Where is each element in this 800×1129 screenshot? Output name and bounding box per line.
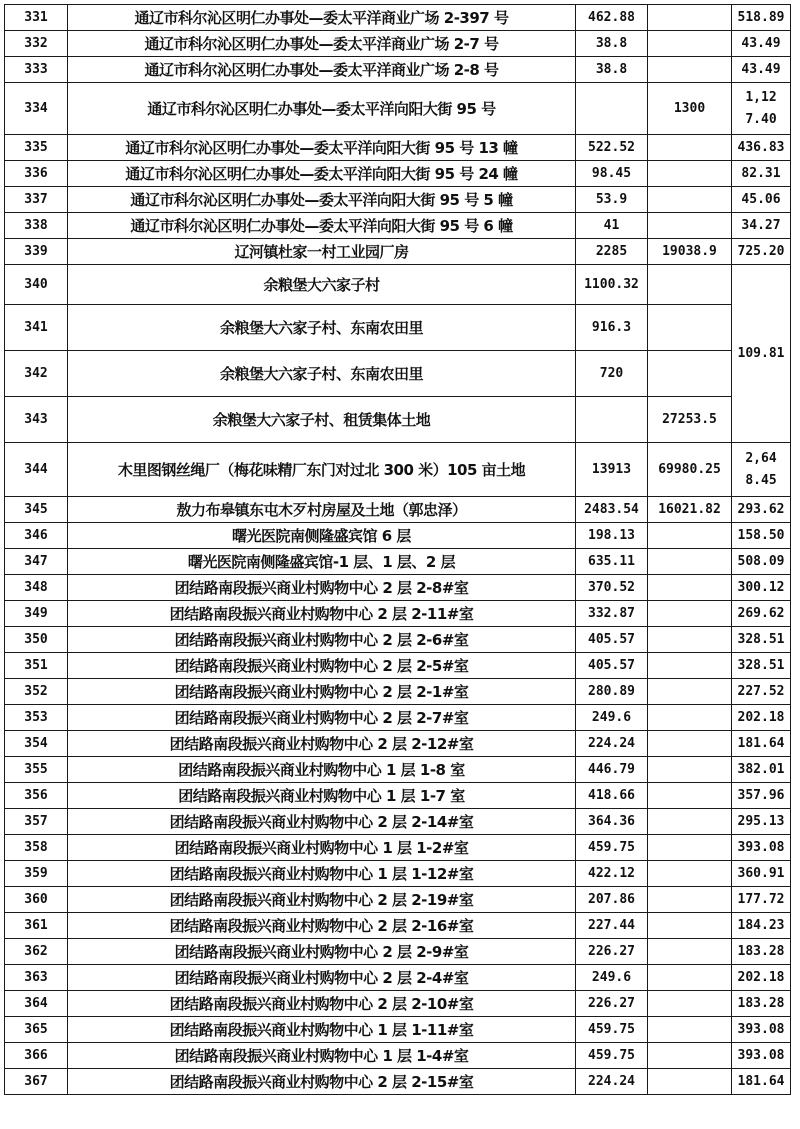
value-cell: 360.91 [732,861,791,887]
land-area-cell [648,913,732,939]
area-value-cell: 2483.54 [576,497,648,523]
table-row [5,731,791,757]
row-number-cell: 335 [5,135,68,161]
row-number-cell: 349 [5,601,68,627]
row-number-cell: 354 [5,731,68,757]
property-table-body [5,5,791,1095]
value-cell: 34.27 [732,213,791,239]
land-area-cell [648,731,732,757]
address-cell: 余粮堡大六家子村 [68,265,576,305]
value-cell: 328.51 [732,653,791,679]
area-value-cell: 405.57 [576,653,648,679]
row-number-cell: 332 [5,31,68,57]
table-row [5,887,791,913]
row-number-cell: 339 [5,239,68,265]
area-value-cell: 635.11 [576,549,648,575]
land-area-cell [648,31,732,57]
area-value-cell: 405.57 [576,627,648,653]
value-cell: 183.28 [732,991,791,1017]
table-row [5,5,791,31]
table-row [5,1069,791,1095]
table-row [5,305,791,351]
address-cell: 团结路南段振兴商业村购物中心 2 层 2-9#室 [68,939,576,965]
value-cell: 518.89 [732,5,791,31]
value-cell: 227.52 [732,679,791,705]
table-row [5,523,791,549]
value-cell: 436.83 [732,135,791,161]
table-row [5,31,791,57]
row-number-cell: 351 [5,653,68,679]
row-number-cell: 365 [5,1017,68,1043]
row-number-cell: 355 [5,757,68,783]
area-value-cell: 38.8 [576,57,648,83]
land-area-cell [648,991,732,1017]
table-row [5,443,791,497]
table-row [5,135,791,161]
area-value-cell: 2285 [576,239,648,265]
address-cell: 团结路南段振兴商业村购物中心 2 层 2-10#室 [68,991,576,1017]
address-cell: 通辽市科尔沁区明仁办事处—委太平洋商业广场 2-7 号 [68,31,576,57]
table-row [5,783,791,809]
area-value-cell: 280.89 [576,679,648,705]
address-cell: 团结路南段振兴商业村购物中心 2 层 2-11#室 [68,601,576,627]
table-row [5,991,791,1017]
value-cell: 293.62 [732,497,791,523]
row-number-cell: 331 [5,5,68,31]
area-value-cell: 249.6 [576,965,648,991]
address-cell: 辽河镇杜家一村工业园厂房 [68,239,576,265]
row-number-cell: 343 [5,397,68,443]
table-row [5,757,791,783]
land-area-cell [648,523,732,549]
row-number-cell: 363 [5,965,68,991]
land-area-cell: 27253.5 [648,397,732,443]
land-area-cell [648,135,732,161]
address-cell: 团结路南段振兴商业村购物中心 2 层 2-8#室 [68,575,576,601]
land-area-cell [648,187,732,213]
land-area-cell [648,1043,732,1069]
row-number-cell: 360 [5,887,68,913]
address-cell: 余粮堡大六家子村、东南农田里 [68,305,576,351]
address-cell: 团结路南段振兴商业村购物中心 2 层 2-19#室 [68,887,576,913]
area-value-cell: 720 [576,351,648,397]
address-cell: 团结路南段振兴商业村购物中心 1 层 1-11#室 [68,1017,576,1043]
row-number-cell: 334 [5,83,68,135]
land-area-cell [648,835,732,861]
land-area-cell [648,549,732,575]
land-area-cell [648,57,732,83]
table-row [5,161,791,187]
table-row [5,965,791,991]
address-cell: 余粮堡大六家子村、租赁集体土地 [68,397,576,443]
area-value-cell: 370.52 [576,575,648,601]
table-row [5,601,791,627]
value-cell-merged: 109.81 [732,265,791,443]
address-cell: 木里图钢丝绳厂（梅花味精厂东门对过北 300 米）105 亩土地 [68,443,576,497]
land-area-cell [648,305,732,351]
row-number-cell: 362 [5,939,68,965]
row-number-cell: 366 [5,1043,68,1069]
row-number-cell: 341 [5,305,68,351]
area-value-cell: 1100.32 [576,265,648,305]
address-cell: 团结路南段振兴商业村购物中心 2 层 2-16#室 [68,913,576,939]
row-number-cell: 338 [5,213,68,239]
area-value-cell: 422.12 [576,861,648,887]
address-cell: 团结路南段振兴商业村购物中心 2 层 2-15#室 [68,1069,576,1095]
area-value-cell: 198.13 [576,523,648,549]
table-row [5,1043,791,1069]
land-area-cell [648,5,732,31]
address-cell: 曙光医院南侧隆盛宾馆 6 层 [68,523,576,549]
value-cell: 43.49 [732,57,791,83]
row-number-cell: 364 [5,991,68,1017]
row-number-cell: 336 [5,161,68,187]
address-cell: 曙光医院南侧隆盛宾馆-1 层、1 层、2 层 [68,549,576,575]
row-number-cell: 357 [5,809,68,835]
address-cell: 团结路南段振兴商业村购物中心 2 层 2-1#室 [68,679,576,705]
land-area-cell [648,757,732,783]
property-table [4,4,791,1095]
row-number-cell: 337 [5,187,68,213]
value-cell: 184.23 [732,913,791,939]
table-row [5,809,791,835]
row-number-cell: 346 [5,523,68,549]
value-cell: 2,648.45 [732,443,791,497]
area-value-cell: 916.3 [576,305,648,351]
table-row [5,1017,791,1043]
land-area-cell [648,705,732,731]
value-cell: 1,127.40 [732,83,791,135]
area-value-cell: 53.9 [576,187,648,213]
land-area-cell [648,1069,732,1095]
table-row [5,397,791,443]
land-area-cell: 19038.9 [648,239,732,265]
address-cell: 团结路南段振兴商业村购物中心 1 层 1-7 室 [68,783,576,809]
land-area-cell [648,265,732,305]
table-row [5,679,791,705]
value-cell: 328.51 [732,627,791,653]
area-value-cell: 224.24 [576,1069,648,1095]
value-cell: 393.08 [732,1043,791,1069]
land-area-cell [648,861,732,887]
value-cell: 295.13 [732,809,791,835]
land-area-cell [648,351,732,397]
row-number-cell: 352 [5,679,68,705]
address-cell: 通辽市科尔沁区明仁办事处—委太平洋向阳大街 95 号 6 幢 [68,213,576,239]
row-number-cell: 361 [5,913,68,939]
land-area-cell [648,965,732,991]
land-area-cell [648,939,732,965]
area-value-cell: 332.87 [576,601,648,627]
address-cell: 通辽市科尔沁区明仁办事处—委太平洋向阳大街 95 号 5 幢 [68,187,576,213]
land-area-cell [648,809,732,835]
address-cell: 团结路南段振兴商业村购物中心 2 层 2-12#室 [68,731,576,757]
row-number-cell: 344 [5,443,68,497]
value-cell: 177.72 [732,887,791,913]
row-number-cell: 345 [5,497,68,523]
table-row [5,861,791,887]
address-cell: 敖力布皋镇东屯木歹村房屋及土地（郭忠泽） [68,497,576,523]
area-value-cell: 41 [576,213,648,239]
value-cell: 393.08 [732,1017,791,1043]
land-area-cell [648,601,732,627]
land-area-cell [648,161,732,187]
value-cell: 357.96 [732,783,791,809]
address-cell: 团结路南段振兴商业村购物中心 1 层 1-4#室 [68,1043,576,1069]
area-value-cell: 459.75 [576,835,648,861]
land-area-cell [648,783,732,809]
value-cell: 202.18 [732,705,791,731]
address-cell: 团结路南段振兴商业村购物中心 1 层 1-2#室 [68,835,576,861]
table-row [5,913,791,939]
table-row [5,835,791,861]
value-cell: 181.64 [732,731,791,757]
address-cell: 团结路南段振兴商业村购物中心 2 层 2-14#室 [68,809,576,835]
area-value-cell: 98.45 [576,161,648,187]
row-number-cell: 348 [5,575,68,601]
area-value-cell: 364.36 [576,809,648,835]
area-value-cell: 227.44 [576,913,648,939]
value-cell: 300.12 [732,575,791,601]
area-value-cell: 207.86 [576,887,648,913]
table-row [5,705,791,731]
area-value-cell: 459.75 [576,1017,648,1043]
table-row [5,57,791,83]
area-value-cell: 459.75 [576,1043,648,1069]
land-area-cell [648,679,732,705]
area-value-cell: 462.88 [576,5,648,31]
row-number-cell: 353 [5,705,68,731]
table-row [5,351,791,397]
value-cell: 269.62 [732,601,791,627]
value-cell: 82.31 [732,161,791,187]
value-cell: 393.08 [732,835,791,861]
land-area-cell [648,627,732,653]
address-cell: 团结路南段振兴商业村购物中心 1 层 1-12#室 [68,861,576,887]
row-number-cell: 347 [5,549,68,575]
value-cell: 183.28 [732,939,791,965]
row-number-cell: 359 [5,861,68,887]
address-cell: 通辽市科尔沁区明仁办事处—委太平洋向阳大街 95 号 24 幢 [68,161,576,187]
area-value-cell: 249.6 [576,705,648,731]
area-value-cell: 226.27 [576,939,648,965]
table-row [5,575,791,601]
value-cell: 725.20 [732,239,791,265]
area-value-cell: 522.52 [576,135,648,161]
address-cell: 团结路南段振兴商业村购物中心 2 层 2-7#室 [68,705,576,731]
table-row [5,549,791,575]
table-row [5,939,791,965]
value-cell: 202.18 [732,965,791,991]
area-value-cell: 226.27 [576,991,648,1017]
land-area-cell: 69980.25 [648,443,732,497]
address-cell: 余粮堡大六家子村、东南农田里 [68,351,576,397]
address-cell: 团结路南段振兴商业村购物中心 2 层 2-5#室 [68,653,576,679]
land-area-cell: 16021.82 [648,497,732,523]
value-cell: 508.09 [732,549,791,575]
area-value-cell: 13913 [576,443,648,497]
address-cell: 通辽市科尔沁区明仁办事处—委太平洋商业广场 2-8 号 [68,57,576,83]
row-number-cell: 356 [5,783,68,809]
row-number-cell: 358 [5,835,68,861]
row-number-cell: 350 [5,627,68,653]
address-cell: 通辽市科尔沁区明仁办事处—委太平洋商业广场 2-397 号 [68,5,576,31]
land-area-cell [648,653,732,679]
row-number-cell: 340 [5,265,68,305]
address-cell: 团结路南段振兴商业村购物中心 1 层 1-8 室 [68,757,576,783]
land-area-cell: 1300 [648,83,732,135]
value-cell: 45.06 [732,187,791,213]
table-row [5,497,791,523]
area-value-cell [576,397,648,443]
address-cell: 通辽市科尔沁区明仁办事处—委太平洋向阳大街 95 号 13 幢 [68,135,576,161]
row-number-cell: 342 [5,351,68,397]
address-cell: 团结路南段振兴商业村购物中心 2 层 2-4#室 [68,965,576,991]
land-area-cell [648,887,732,913]
area-value-cell: 418.66 [576,783,648,809]
value-cell: 181.64 [732,1069,791,1095]
area-value-cell [576,83,648,135]
address-cell: 通辽市科尔沁区明仁办事处—委太平洋向阳大街 95 号 [68,83,576,135]
value-cell: 158.50 [732,523,791,549]
row-number-cell: 333 [5,57,68,83]
table-row [5,627,791,653]
table-row [5,265,791,305]
table-row [5,187,791,213]
address-cell: 团结路南段振兴商业村购物中心 2 层 2-6#室 [68,627,576,653]
area-value-cell: 224.24 [576,731,648,757]
table-row [5,83,791,135]
table-row [5,653,791,679]
land-area-cell [648,213,732,239]
value-cell: 43.49 [732,31,791,57]
area-value-cell: 446.79 [576,757,648,783]
land-area-cell [648,1017,732,1043]
value-cell: 382.01 [732,757,791,783]
land-area-cell [648,575,732,601]
table-row [5,239,791,265]
row-number-cell: 367 [5,1069,68,1095]
table-row [5,213,791,239]
area-value-cell: 38.8 [576,31,648,57]
